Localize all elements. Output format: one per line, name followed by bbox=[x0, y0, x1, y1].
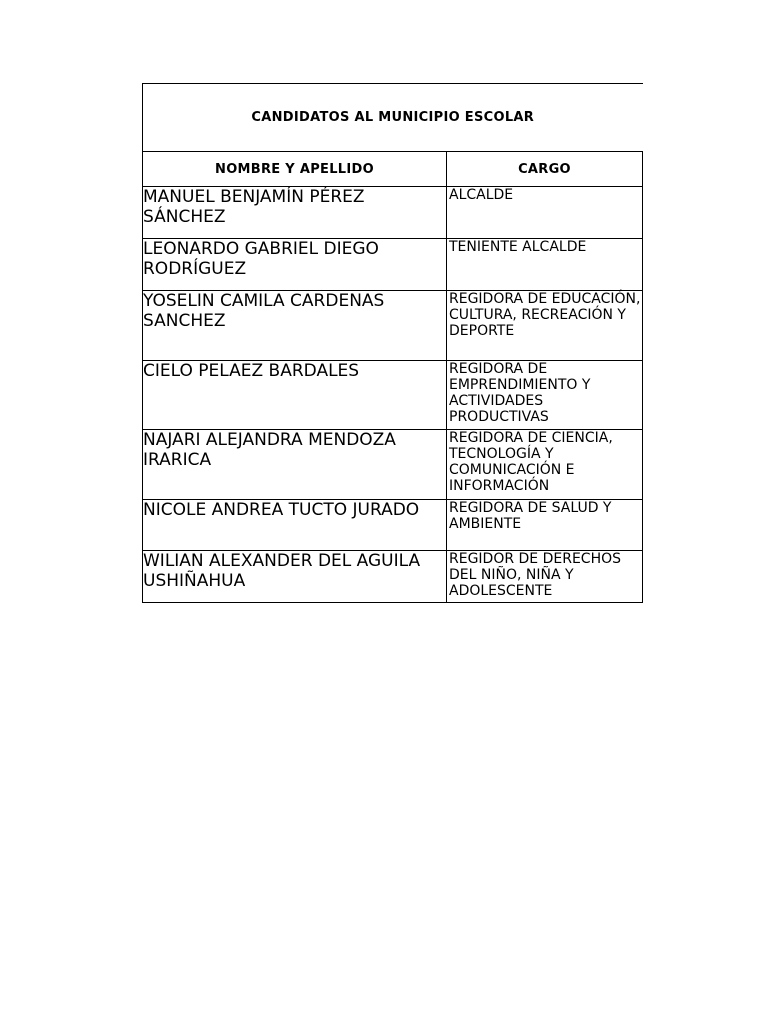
candidate-cargo: REGIDORA DE EMPRENDIMIENTO Y ACTIVIDADES PRODUCTIVAS bbox=[447, 361, 643, 430]
table-row bbox=[143, 187, 643, 239]
table-row bbox=[143, 361, 643, 430]
candidate-cargo: REGIDORA DE SALUD Y AMBIENTE bbox=[447, 500, 643, 551]
spreadsheet-page bbox=[142, 83, 641, 603]
candidate-cargo: REGIDOR DE DERECHOS DEL NIÑO, NIÑA Y ADOLESCENTE bbox=[447, 551, 643, 603]
candidate-name: LEONARDO GABRIEL DIEGO RODRÍGUEZ bbox=[143, 239, 447, 291]
table-title-cell bbox=[143, 84, 643, 152]
candidate-name: NICOLE ANDREA TUCTO JURADO bbox=[143, 500, 447, 551]
candidates-table bbox=[142, 83, 643, 603]
candidate-name: MANUEL BENJAMÍN PÉREZ SÁNCHEZ bbox=[143, 187, 447, 239]
table-title: CANDIDATOS AL MUNICIPIO ESCOLAR bbox=[251, 110, 535, 125]
candidate-cargo: ALCALDE bbox=[447, 187, 643, 239]
table-row bbox=[143, 500, 643, 551]
candidate-cargo: REGIDORA DE CIENCIA, TECNOLOGÍA Y COMUNICACIÓN E INFORMACIÓN bbox=[447, 430, 643, 500]
title-row bbox=[143, 84, 643, 152]
candidate-name: WILIAN ALEXANDER DEL AGUILA USHIÑAHUA bbox=[143, 551, 447, 603]
header-cargo: CARGO bbox=[447, 152, 643, 187]
table-row bbox=[143, 239, 643, 291]
header-row bbox=[143, 152, 643, 187]
header-name: NOMBRE Y APELLIDO bbox=[143, 152, 447, 187]
candidate-cargo: TENIENTE ALCALDE bbox=[447, 239, 643, 291]
table-row bbox=[143, 291, 643, 361]
candidate-name: CIELO PELAEZ BARDALES bbox=[143, 361, 447, 430]
table-row bbox=[143, 430, 643, 500]
candidate-cargo: REGIDORA DE EDUCACIÓN, CULTURA, RECREACIÓN Y DEPORTE bbox=[447, 291, 643, 361]
candidate-name: NAJARI ALEJANDRA MENDOZA IRARICA bbox=[143, 430, 447, 500]
table-row bbox=[143, 551, 643, 603]
candidate-name: YOSELIN CAMILA CARDENAS SANCHEZ bbox=[143, 291, 447, 361]
